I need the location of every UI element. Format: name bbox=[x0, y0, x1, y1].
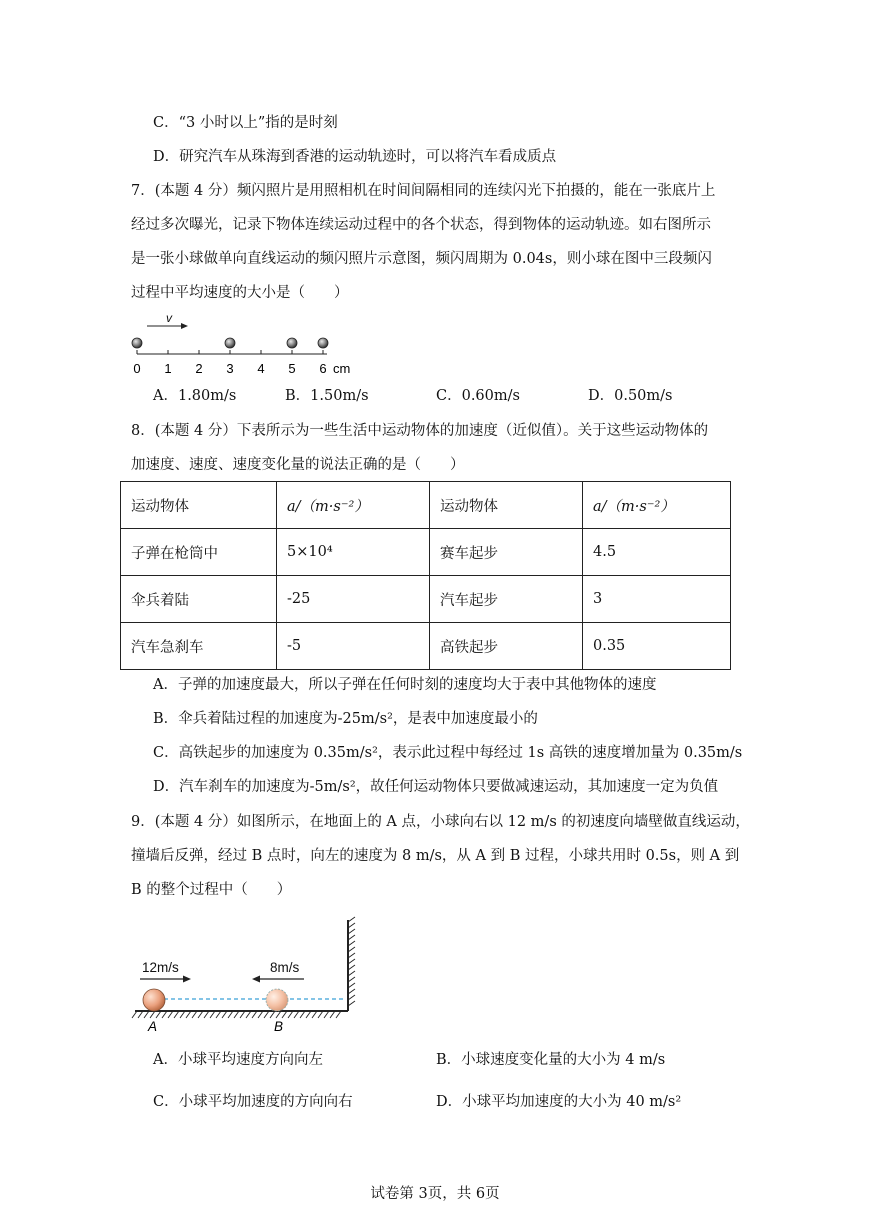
q7-stem-line4: 过程中平均速度的大小是（ ） bbox=[131, 285, 349, 301]
q7-option-a: A．1.80m/s bbox=[153, 388, 237, 404]
q9-stem-line2: 撞墙后反弹，经过 B 点时，向左的速度为 8 m/s，从 A 到 B 过程，小球共用时 0.5s，则 A 到 bbox=[131, 848, 740, 864]
q7-stem-line1: 7．(本题 4 分）频闪照片是用照相机在时间间隔相同的连续闪光下拍摄的，能在一张底片上 bbox=[131, 183, 716, 199]
q7-option-d: D．0.50m/s bbox=[588, 388, 673, 404]
table-cell: 赛车起步 bbox=[430, 529, 583, 576]
arrow-left-icon bbox=[252, 976, 304, 983]
ground-hatching bbox=[132, 1011, 341, 1018]
strobe-ball bbox=[132, 338, 142, 348]
ball-a bbox=[143, 989, 165, 1011]
q8-option-a: A．子弹的加速度最大，所以子弹在任何时刻的速度均大于表中其他物体的速度 bbox=[153, 677, 657, 693]
table-cell: 3 bbox=[583, 576, 731, 623]
velocity-label: v bbox=[166, 311, 172, 325]
table-row bbox=[121, 529, 731, 576]
strobe-ball bbox=[225, 338, 235, 348]
table-cell: -5 bbox=[277, 623, 430, 670]
q7-option-b: B．1.50m/s bbox=[285, 388, 369, 404]
table-cell: 汽车起步 bbox=[430, 576, 583, 623]
table-row bbox=[121, 576, 731, 623]
q9-option-b: B．小球速度变化量的大小为 4 m/s bbox=[436, 1052, 666, 1068]
table-cell: 子弹在枪筒中 bbox=[121, 529, 277, 576]
table-header: a/（m·s⁻²） bbox=[277, 482, 430, 529]
wall-bounce-figure bbox=[128, 912, 368, 1037]
table-cell: 高铁起步 bbox=[430, 623, 583, 670]
table-cell: 5×10⁴ bbox=[277, 529, 430, 576]
q9-stem-line1: 9．(本题 4 分）如图所示，在地面上的 A 点，小球向右以 12 m/s 的初速度向墙壁做直线运动， bbox=[131, 814, 750, 830]
table-cell: -25 bbox=[277, 576, 430, 623]
table-header: 运动物体 bbox=[121, 482, 277, 529]
table-header: 运动物体 bbox=[430, 482, 583, 529]
q8-option-b: B．伞兵着陆过程的加速度为-25m/s²，是表中加速度最小的 bbox=[153, 711, 538, 727]
table-row bbox=[121, 623, 731, 670]
strobe-ball bbox=[318, 338, 328, 348]
strobe-ball bbox=[287, 338, 297, 348]
tick-label-4: 4 bbox=[257, 361, 265, 376]
q9-option-c: C．小球平均加速度的方向向右 bbox=[153, 1094, 353, 1110]
q7-option-c: C．0.60m/s bbox=[436, 388, 520, 404]
tick-label-6: 6 bbox=[319, 361, 327, 376]
ball-b bbox=[266, 989, 288, 1011]
table-cell: 0.35 bbox=[583, 623, 731, 670]
point-label-a: A bbox=[148, 1019, 158, 1034]
page-footer: 试卷第 3页，共 6页 bbox=[370, 1186, 500, 1202]
tick-label-0: 0 bbox=[133, 361, 141, 376]
q8-option-c: C．高铁起步的加速度为 0.35m/s²，表示此过程中每经过 1s 高铁的速度增加量为 0.35m/s bbox=[153, 745, 743, 761]
point-label-b: B bbox=[274, 1019, 284, 1034]
q7-stem-line3: 是一张小球做单向直线运动的频闪照片示意图，频闪周期为 0.04s，则小球在图中三段频闪 bbox=[131, 251, 712, 267]
arrow-right-icon bbox=[140, 976, 191, 983]
acceleration-table bbox=[120, 481, 731, 670]
table-header-row bbox=[121, 482, 731, 529]
q8-stem-line1: 8．(本题 4 分）下表所示为一些生活中运动物体的加速度（近似值）。关于这些运动物体的 bbox=[131, 423, 709, 439]
table-cell: 伞兵着陆 bbox=[121, 576, 277, 623]
speed-label-b: 8m/s bbox=[270, 960, 300, 975]
speed-label-a: 12m/s bbox=[142, 960, 179, 975]
strobe-photo-figure bbox=[126, 310, 366, 382]
tick-label-3: 3 bbox=[226, 361, 234, 376]
q9-option-a: A．小球平均速度方向向左 bbox=[153, 1052, 323, 1068]
unit-label: cm bbox=[333, 361, 351, 376]
table-cell: 汽车急刹车 bbox=[121, 623, 277, 670]
tick-label-5: 5 bbox=[288, 361, 296, 376]
tick-label-2: 2 bbox=[195, 361, 203, 376]
q7-stem-line2: 经过多次曝光，记录下物体连续运动过程中的各个状态，得到物体的运动轨迹。如右图所示 bbox=[131, 217, 711, 233]
q8-option-d: D．汽车刹车的加速度为-5m/s²，故任何运动物体只要做减速运动，其加速度一定为负值 bbox=[153, 779, 719, 795]
tick-label-1: 1 bbox=[164, 361, 172, 376]
q6-option-c: C．“3 小时以上”指的是时刻 bbox=[153, 115, 338, 131]
table-header: a/（m·s⁻²） bbox=[583, 482, 731, 529]
q9-stem-line3: B 的整个过程中（ ） bbox=[131, 882, 292, 898]
q8-stem-line2: 加速度、速度、速度变化量的说法正确的是（ ） bbox=[131, 457, 465, 473]
table-cell: 4.5 bbox=[583, 529, 731, 576]
q9-option-d: D．小球平均加速度的大小为 40 m/s² bbox=[436, 1094, 682, 1110]
q6-option-d: D．研究汽车从珠海到香港的运动轨迹时，可以将汽车看成质点 bbox=[153, 149, 557, 165]
wall-hatching bbox=[348, 917, 355, 1006]
